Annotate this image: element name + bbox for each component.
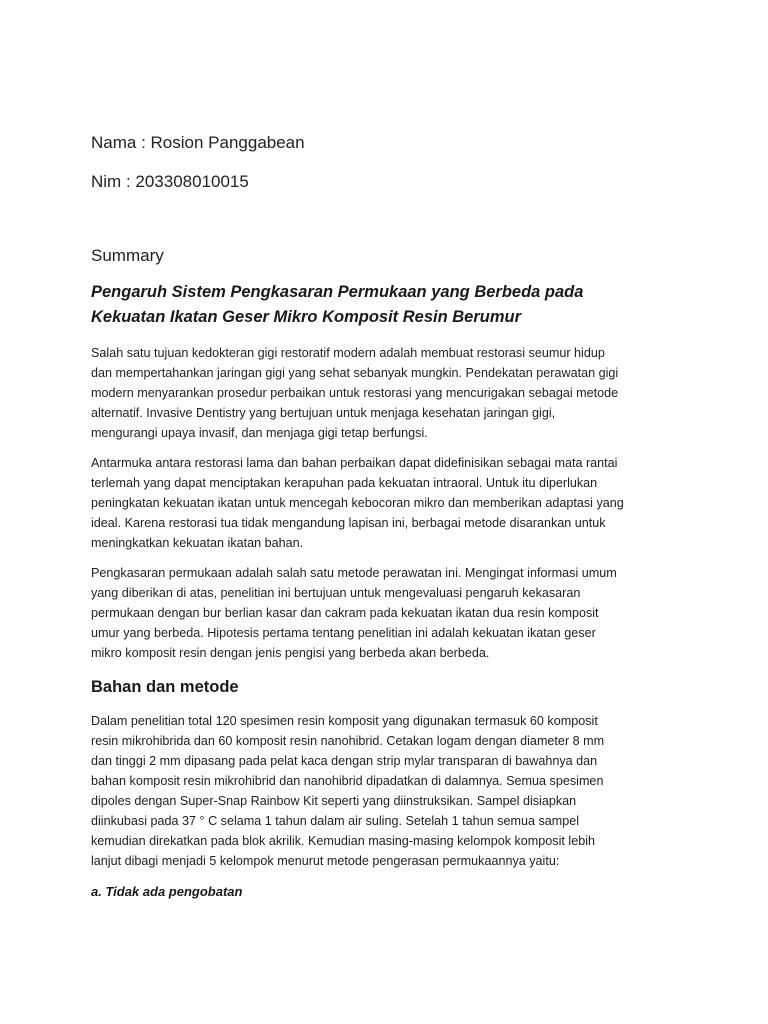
text-line: diinkubasi pada 37 ° C selama 1 tahun dalam air suling. Setelah 1 tahun semua sampel bbox=[91, 814, 580, 828]
text-line: bahan komposit resin mikrohibrid dan nanohibrid dipadatkan di dalamnya. Semua spesimen bbox=[91, 774, 604, 788]
text-line: dipoles dengan Super-Snap Rainbow Kit seperti yang diinstruksikan. Sampel disiapkan bbox=[91, 794, 577, 808]
text-line: permukaan dengan bur berlian kasar dan cakram pada kekuatan ikatan dua resin komposit bbox=[91, 606, 599, 620]
text-line: dan tinggi 2 mm dipasang pada pelat kaca dengan strip mylar transparan di bawahnya dan bbox=[91, 754, 598, 768]
text-line: Antarmuka antara restorasi lama dan bahan perbaikan dapat didefinisikan sebagai mata rantai bbox=[91, 456, 618, 470]
paragraph-2 bbox=[91, 453, 683, 553]
student-id: Nim : 203308010015 bbox=[91, 172, 249, 191]
text-line: terlemah yang dapat menciptakan kerapuhan pada kekuatan intraoral. Untuk itu diperlukan bbox=[91, 476, 598, 490]
text-line: alternatif. Invasive Dentistry yang bertujuan untuk menjaga kesehatan jaringan gigi, bbox=[91, 406, 556, 420]
title-line: Pengaruh Sistem Pengkasaran Permukaan yang Berbeda pada bbox=[91, 283, 584, 301]
section-label-summary: Summary bbox=[91, 246, 164, 265]
text-line: meningkatkan kekuatan ikatan bahan. bbox=[91, 536, 304, 550]
text-line: yang diberikan di atas, penelitian ini bertujuan untuk mengevaluasi pengaruh kekasaran bbox=[91, 586, 581, 600]
document-title bbox=[91, 280, 683, 330]
text-line: kemudian direkatkan pada blok akrilik. Kemudian masing-masing kelompok komposit lebih bbox=[91, 834, 596, 848]
text-line: Pengkasaran permukaan adalah salah satu metode perawatan ini. Mengingat informasi umum bbox=[91, 566, 617, 580]
text-line: ideal. Karena restorasi tua tidak mengandung lapisan ini, berbagai metode disarankan untuk bbox=[91, 516, 606, 530]
text-line: dan mempertahankan jaringan gigi yang sehat sebanyak mungkin. Pendekatan perawatan gigi bbox=[91, 366, 619, 380]
paragraph-1 bbox=[91, 343, 683, 443]
text-line: umur yang berbeda. Hipotesis pertama tentang penelitian ini adalah kekuatan ikatan geser bbox=[91, 626, 596, 640]
text-line: Dalam penelitian total 120 spesimen resin komposit yang digunakan termasuk 60 komposit bbox=[91, 714, 598, 728]
paragraph-3 bbox=[91, 563, 683, 663]
text-line: Salah satu tujuan kedokteran gigi restoratif modern adalah membuat restorasi seumur hidup bbox=[91, 346, 605, 360]
text-line: resin mikrohibrida dan 60 komposit resin nanohibrid. Cetakan logam dengan diameter 8 mm bbox=[91, 734, 605, 748]
text-line: modern menyarankan prosedur perbaikan untuk restorasi yang mencurigakan sebagai metode bbox=[91, 386, 619, 400]
subheading-tidak-ada-pengobatan: a. Tidak ada pengobatan bbox=[91, 884, 243, 899]
text-line: peningkatan kekuatan ikatan untuk mencegah kebocoran mikro dan memberikan adaptasi yang bbox=[91, 496, 624, 510]
paragraph-4 bbox=[91, 711, 683, 871]
text-line: mengurangi upaya invasif, dan menjaga gigi tetap berfungsi. bbox=[91, 426, 428, 440]
text-line: mikro komposit resin dengan jenis pengisi yang berbeda akan berbeda. bbox=[91, 646, 490, 660]
title-line: Kekuatan Ikatan Geser Mikro Komposit Resin Berumur bbox=[91, 308, 522, 326]
student-name: Nama : Rosion Panggabean bbox=[91, 133, 305, 152]
section-heading-bahan-dan-metode: Bahan dan metode bbox=[91, 678, 239, 696]
text-line: lanjut dibagi menjadi 5 kelompok menurut metode pengerasan permukaannya yaitu: bbox=[91, 854, 560, 868]
